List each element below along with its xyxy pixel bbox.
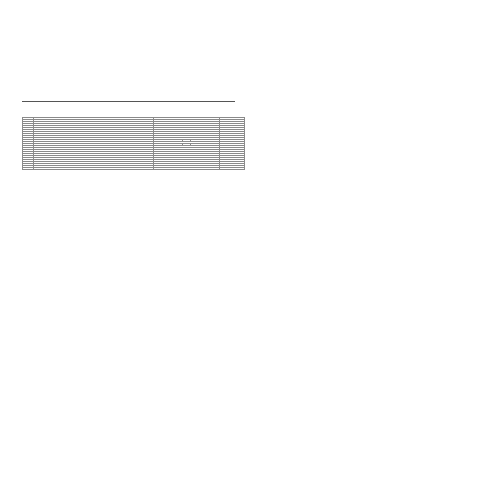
row-number [23, 168, 34, 170]
row-label [34, 168, 154, 170]
row-value [154, 168, 220, 170]
table-row [23, 168, 245, 170]
title-divider [22, 101, 235, 102]
page-2 [250, 0, 500, 500]
product-info-table [22, 117, 245, 170]
row-unit [220, 168, 245, 170]
